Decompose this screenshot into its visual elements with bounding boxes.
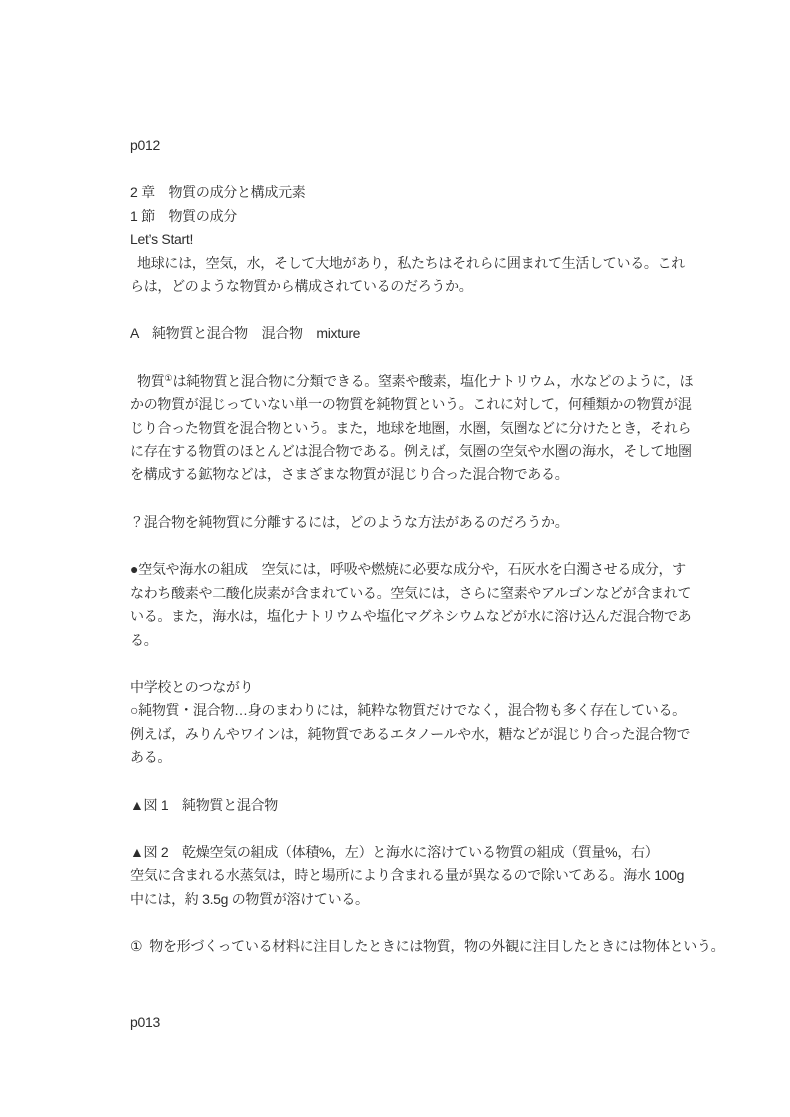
figure2-caption: ▲図 2 乾燥空気の組成（体積%，左）と海水に溶けている物質の組成（質量%，右） (130, 843, 659, 860)
figure2-caption-block (130, 841, 695, 911)
question-block (130, 511, 695, 534)
topic-a-heading-block (130, 322, 695, 345)
middle-school-heading: 中学校とのつながり (130, 678, 254, 695)
text-column (130, 134, 725, 1034)
middle-school-link-block (130, 676, 695, 770)
topic-a-heading: A 純物質と混合物 混合物 mixture (130, 325, 361, 342)
air-sea-composition-block (130, 558, 695, 652)
figure1-caption: ▲図 1 純物質と混合物 (130, 796, 278, 813)
figure1-caption-block (130, 794, 695, 817)
footnote-marker: ① (130, 938, 143, 955)
lets-start-label: Let’s Start! (130, 231, 194, 248)
chapter-intro-block (130, 181, 695, 298)
footnote-text: 物を形づくっている材料に注目したときには物質，物の外観に注目したときには物体という。 (149, 938, 725, 955)
figure2-note: 空気に含まれる水蒸気は，時と場所により含まれる量が異なるので除いてある。海水 100g 中には，約 3.5g の物質が溶けている。 (130, 867, 685, 907)
substance-paragraph-block (130, 370, 695, 487)
chapter-heading: 2 章 物質の成分と構成元素 (130, 184, 306, 201)
footnote-block (130, 935, 725, 958)
intro-paragraph: 地球には，空気，水，そして大地があり，私たちはそれらに囲まれて生活している。これらは，どのような物質から構成されているのだろうか。 (130, 254, 685, 295)
substance-paragraph-lead: 物質 (137, 372, 165, 389)
section-heading: 1 節 物質の成分 (130, 207, 237, 224)
substance-paragraph-body: は純物質と混合物に分類できる。窒素や酸素，塩化ナトリウム，水などのように，ほかの物質が混じっていない単一の物質を純物質という。これに対して，何種類かの物質が混じり合った物質を混合物という。また，地球を地圏，水圏，気圏などに分けたとき，それらに存在する物質のほとんどは混合物である。例えば，気圏の空気や水圏の海水，そして地圏を構成する鉱物などは，さまざまな物質が混じり合った混合物である。 (130, 372, 694, 483)
page-label-top: p012 (130, 137, 160, 153)
middle-school-body: ○純物質・混合物…身のまわりには，純粋な物質だけでなく，混合物も多く存在している。例えば，みりんやワインは，純物質であるエタノールや水，糖などが混じり合った混合物である。 (130, 702, 691, 766)
footnote-line (130, 935, 725, 958)
footnote-reference-marker: ① (164, 372, 173, 383)
page-label-bottom: p013 (130, 1013, 160, 1030)
air-sea-paragraph: ●空気や海水の組成 空気には，呼吸や燃焼に必要な成分や，石灰水を白濁させる成分，すなわち酸素や二酸化炭素が含まれている。空気には，さらに窒素やアルゴンなどが含まれている。また，海水は，塩化ナトリウムや塩化マグネシウムなどが水に溶け込んだ混合物である。 (130, 561, 692, 648)
question-line: ？混合物を純物質に分離するには，どのような方法があるのだろうか。 (130, 513, 569, 530)
substance-paragraph (130, 370, 695, 487)
